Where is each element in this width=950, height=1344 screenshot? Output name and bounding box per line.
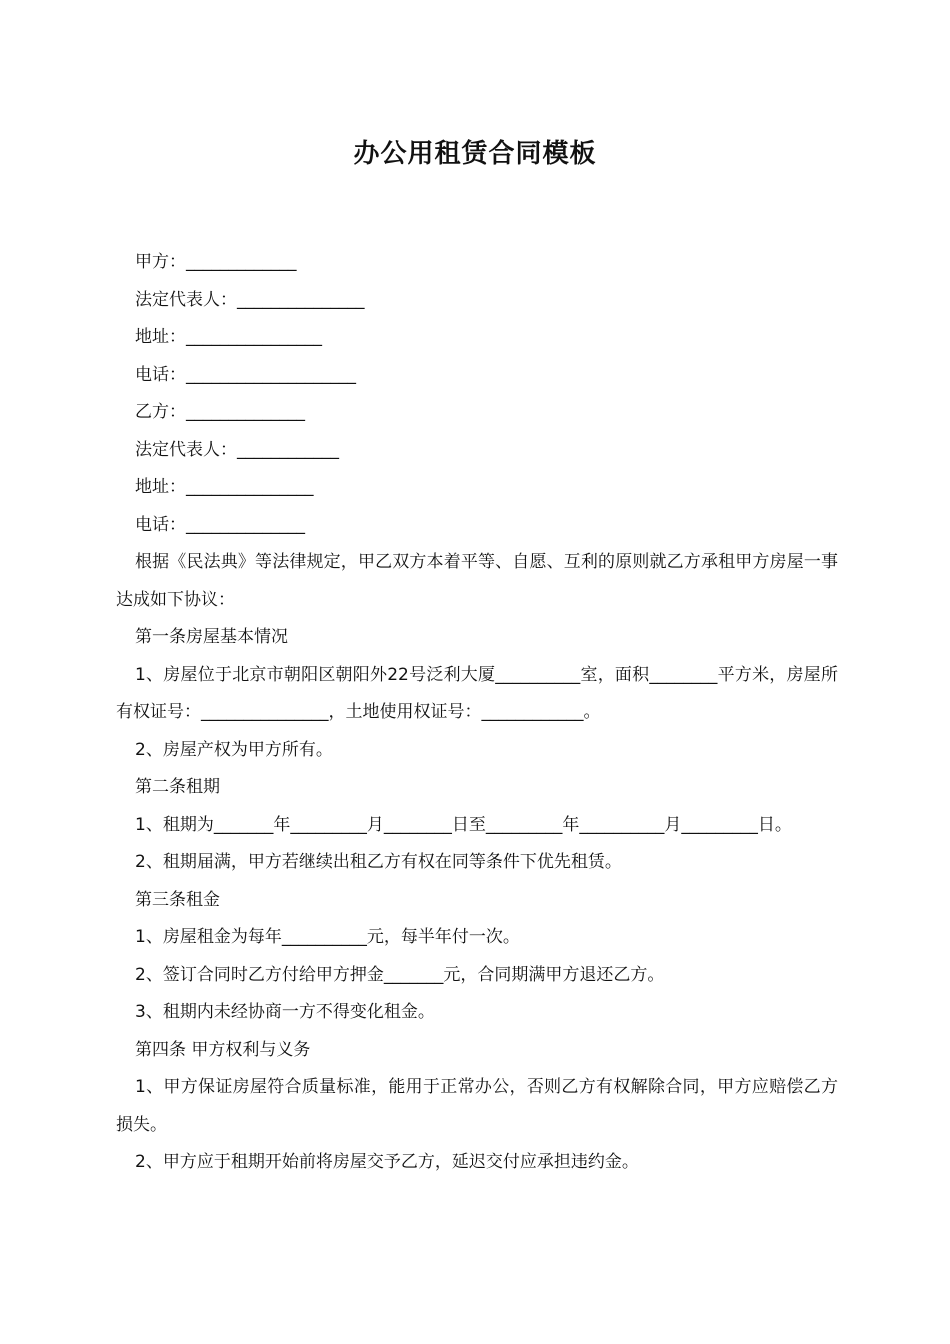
- party-b-address-line: 地址：_______________: [135, 477, 314, 497]
- party-a-line: 甲方：_____________: [135, 252, 297, 272]
- document-title: 办公用租赁合同模板: [353, 139, 597, 169]
- article-2-heading: 第二条租期: [135, 777, 220, 797]
- party-b-phone-line: 电话：______________: [135, 514, 305, 535]
- article-2-clause-2: 2、租期届满，甲方若继续出租乙方有权在同等条件下优先租赁。: [135, 852, 622, 872]
- article-3-clause-1: 1、房屋租金为每年__________元，每半年付一次。: [135, 927, 520, 947]
- article-3-clause-3: 3、租期内未经协商一方不得变化租金。: [135, 1002, 435, 1022]
- article-4-clause-1: 1、甲方保证房屋符合质量标准，能用于正常办公，否则乙方有权解除合同，甲方应赔偿乙方损失。: [116, 1077, 838, 1135]
- article-2-clause-1: 1、租期为_______年_________月________日至_________年__________月_________日。: [135, 814, 792, 835]
- article-1-heading: 第一条房屋基本情况: [135, 627, 288, 647]
- party-b-line: 乙方：______________: [135, 402, 305, 422]
- party-a-address-line: 地址：________________: [135, 327, 322, 347]
- article-4-heading: 第四条 甲方权利与义务: [135, 1039, 311, 1060]
- party-b-representative-line: 法定代表人：____________: [135, 439, 339, 460]
- article-3-heading: 第三条租金: [135, 889, 220, 910]
- article-1-clause-1: 1、房屋位于北京市朝阳区朝阳外22号泛利大厦__________室，面积________平方米，房屋所有权证号：_______________，土地使用权证号：____________。: [116, 664, 838, 722]
- article-4-clause-2: 2、甲方应于租期开始前将房屋交予乙方，延迟交付应承担违约金。: [135, 1152, 639, 1172]
- preamble-paragraph: 根据《民法典》等法律规定，甲乙双方本着平等、自愿、互利的原则就乙方承租甲方房屋一事达成如下协议：: [116, 552, 838, 610]
- document-body: [116, 244, 838, 1182]
- party-a-phone-line: 电话：____________________: [135, 364, 356, 385]
- party-a-representative-line: 法定代表人：_______________: [135, 289, 365, 310]
- article-1-clause-2: 2、房屋产权为甲方所有。: [135, 739, 333, 760]
- article-3-clause-2: 2、签订合同时乙方付给甲方押金_______元，合同期满甲方退还乙方。: [135, 964, 665, 985]
